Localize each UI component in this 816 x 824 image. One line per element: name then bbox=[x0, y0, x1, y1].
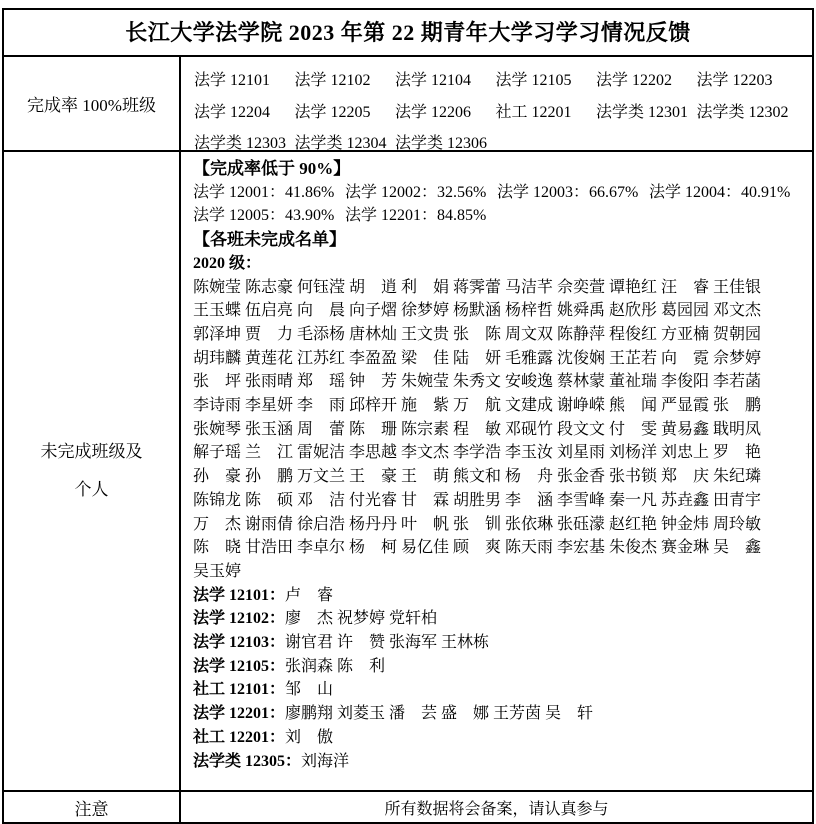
incomplete-label-cell bbox=[4, 152, 181, 790]
completed-class: 法学类 12303 bbox=[194, 135, 287, 150]
completed-class: 法学 12203 bbox=[696, 72, 773, 89]
incomplete-content-cell bbox=[181, 152, 812, 790]
notice-label: 注意 bbox=[74, 799, 109, 819]
grade-name-lines bbox=[193, 276, 812, 584]
class-code: 法学 12101： bbox=[193, 586, 286, 604]
low-rate-value: 84.85% bbox=[437, 207, 487, 225]
completed-class: 法学 12104 bbox=[395, 72, 472, 89]
low-rate-value: 66.67% bbox=[589, 183, 639, 201]
completed-class: 法学 12205 bbox=[294, 103, 371, 121]
class-unfinished-line bbox=[193, 607, 812, 631]
class-unfinished-lists bbox=[193, 584, 812, 774]
low-rate-class-code: 法学 12001： bbox=[193, 183, 286, 201]
title-row bbox=[4, 10, 812, 57]
grade-names-line: 解子瑶 兰 江 雷妮洁 李思越 李文杰 李学浩 李玉汝 刘星雨 刘杨洋 刘忠上 罗 艳 bbox=[193, 444, 762, 462]
low-rate-class-code: 法学 12002： bbox=[345, 183, 438, 201]
low-rate-class-code: 法学 12004： bbox=[649, 183, 742, 201]
unfinished-header: 【各班未完成名单】 bbox=[193, 230, 346, 250]
completed-label: 完成率 100%班级 bbox=[27, 96, 156, 115]
class-code: 法学 12102： bbox=[193, 610, 286, 628]
grade-names-line: 万 杰 谢雨倩 徐启浩 杨丹丹 叶 帆 张 钏 张依琳 张砡濛 赵红艳 钟金炜 周玲敏 bbox=[193, 515, 762, 533]
low-rate-class-code: 法学 12005： bbox=[193, 207, 286, 225]
notice-label-cell bbox=[4, 792, 181, 822]
class-code: 法学 12103： bbox=[193, 634, 286, 652]
low-rate-header: 【完成率低于 90%】 bbox=[193, 159, 351, 178]
class-unfinished-names: 卢 睿 bbox=[285, 586, 334, 604]
grade-names-line: 胡玮麟 黄莲花 江苏红 李盈盈 梁 佳 陆 妍 毛雅露 沈俊娴 王芷若 向 霓 佘梦婷 bbox=[193, 349, 762, 367]
low-rate-item bbox=[497, 181, 649, 205]
grade-names-line: 王玉蝶 伍启亮 向 晨 向子熠 徐梦婷 杨默涵 杨梓哲 姚舜禹 赵欣彤 葛园园 邓文杰 bbox=[193, 302, 762, 320]
grade-names-line: 陈锦龙 陈 硕 邓 洁 付光睿 甘 霖 胡胜男 李 涵 李雪峰 秦一凡 苏垚鑫 田青宇 bbox=[193, 491, 762, 509]
completed-class-list bbox=[194, 65, 812, 150]
class-unfinished-names: 廖鹏翔 刘菱玉 潘 芸 盛 娜 王芳茵 吴 轩 bbox=[285, 705, 594, 723]
completed-class: 法学 12204 bbox=[194, 103, 271, 121]
class-unfinished-line bbox=[193, 655, 812, 679]
class-unfinished-names: 廖 杰 祝梦婷 党轩柏 bbox=[285, 610, 438, 628]
low-rate-item bbox=[649, 181, 809, 205]
class-unfinished-names: 刘 傲 bbox=[285, 728, 334, 746]
class-code: 法学 12105： bbox=[193, 657, 286, 675]
class-unfinished-line bbox=[193, 631, 812, 655]
completed-class: 法学 12105 bbox=[495, 72, 572, 89]
class-code: 社工 12201： bbox=[193, 728, 286, 746]
grade-names-line: 李诗雨 李星妍 李 雨 邱梓开 施 紫 万 航 文建成 谢峥嵘 熊 闻 严显霞 张 鹏 bbox=[193, 397, 762, 415]
grade-names-line: 孙 豪 孙 鹏 万文兰 王 豪 王 萌 熊文和 杨 舟 张金香 张书锁 郑 庆 朱纪璘 bbox=[193, 468, 762, 486]
low-rate-list bbox=[193, 181, 812, 228]
page-title: 长江大学法学院 2023 年第 22 期青年大学习学习情况反馈 bbox=[125, 20, 691, 45]
completed-class: 法学类 12306 bbox=[395, 135, 488, 150]
incomplete-label: 未完成班级及个人 bbox=[40, 442, 143, 499]
grade-names-line: 张 坪 张雨晴 郑 瑶 钟 芳 朱婉莹 朱秀文 安峻逸 蔡林蒙 董祉瑞 李俊阳 李若菡 bbox=[193, 373, 762, 391]
low-rate-class-code: 法学 12003： bbox=[497, 183, 590, 201]
notice-row bbox=[4, 792, 812, 822]
low-rate-value: 43.90% bbox=[285, 207, 335, 225]
class-unfinished-names: 刘海洋 bbox=[301, 752, 350, 770]
class-unfinished-line bbox=[193, 678, 812, 702]
class-code: 社工 12101： bbox=[193, 681, 286, 699]
class-unfinished-line bbox=[193, 702, 812, 726]
class-code: 法学类 12305： bbox=[193, 752, 302, 770]
grade-names-line: 陈 晓 甘浩田 李卓尔 杨 柯 易亿佳 顾 爽 陈天雨 李宏基 朱俊杰 赛金琳 吴 鑫 bbox=[193, 539, 762, 557]
grade-names-line: 吴玉婷 bbox=[193, 562, 242, 580]
completed-label-cell bbox=[4, 57, 181, 150]
grade-names-line: 陈婉莹 陈志豪 何钰滢 胡 逍 利 娟 蒋霁蕾 马洁芊 佘奕萱 谭艳红 汪 睿 王佳银 bbox=[193, 278, 762, 296]
incomplete-row bbox=[4, 152, 812, 792]
low-rate-class-code: 法学 12201： bbox=[345, 207, 438, 225]
completed-classes-cell bbox=[181, 57, 812, 150]
low-rate-item bbox=[345, 181, 497, 205]
class-code: 法学 12201： bbox=[193, 705, 286, 723]
completed-class: 法学 12101 bbox=[194, 72, 271, 89]
completed-class: 法学类 12302 bbox=[696, 103, 789, 121]
low-rate-value: 32.56% bbox=[437, 183, 487, 201]
grade-names-line: 郭泽坤 贾 力 毛添杨 唐林灿 王文贵 张 陈 周文双 陈静萍 程俊红 方亚楠 贺朝园 bbox=[193, 325, 762, 343]
low-rate-value: 41.86% bbox=[285, 183, 335, 201]
class-unfinished-line bbox=[193, 726, 812, 750]
class-unfinished-names: 张润森 陈 利 bbox=[285, 657, 386, 675]
completed-class: 法学 12102 bbox=[294, 72, 371, 89]
class-unfinished-line bbox=[193, 584, 812, 608]
grade-names-line: 张婉琴 张玉涵 周 蕾 陈 珊 陈宗素 程 敏 邓砚竹 段文文 付 雯 黄易鑫 戢明凤 bbox=[193, 420, 762, 438]
notice-text: 所有数据将会备案，请认真参与 bbox=[384, 800, 609, 818]
feedback-table bbox=[2, 8, 814, 824]
grade-label: 2020 级： bbox=[193, 254, 262, 272]
completed-class: 法学 12206 bbox=[395, 103, 472, 121]
low-rate-item bbox=[193, 204, 345, 228]
completed-class: 法学 12202 bbox=[596, 72, 673, 89]
completed-class: 社工 12201 bbox=[495, 103, 572, 121]
class-unfinished-names: 谢官君 许 赞 张海军 王林栋 bbox=[285, 634, 490, 652]
completed-class: 法学类 12304 bbox=[294, 135, 387, 150]
class-unfinished-names: 邹 山 bbox=[285, 681, 334, 699]
low-rate-item bbox=[193, 181, 345, 205]
completed-class: 法学类 12301 bbox=[596, 103, 689, 121]
completed-row bbox=[4, 57, 812, 152]
low-rate-item bbox=[345, 204, 497, 228]
class-unfinished-line bbox=[193, 750, 812, 774]
low-rate-value: 40.91% bbox=[741, 183, 791, 201]
